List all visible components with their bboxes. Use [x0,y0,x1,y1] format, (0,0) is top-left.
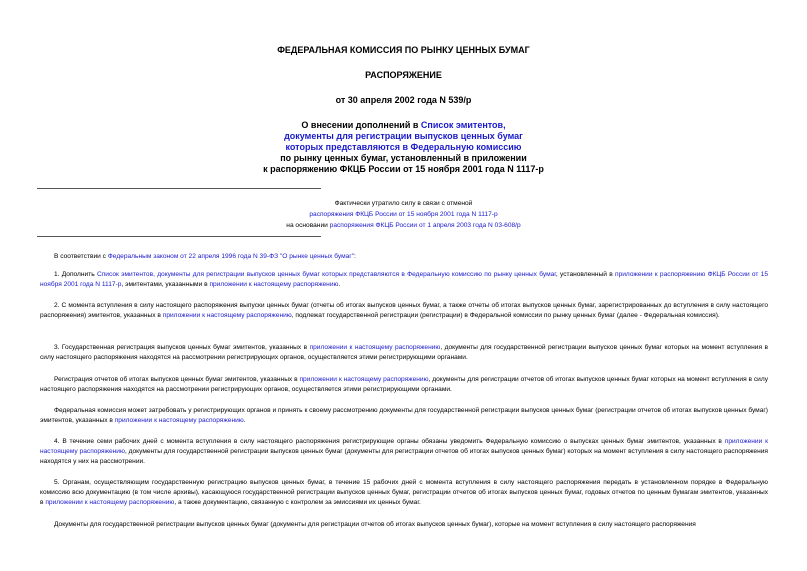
preamble [40,252,768,262]
status-line-2 [0,210,807,220]
paragraph-text: , эмитентами, указанными в [121,281,210,288]
subject-text-line-5: к распоряжению ФКЦБ России от 15 ноября 2001 года N 1117-р [263,164,544,174]
paragraph-text: , а также документацию, связанную с контролем за эмиссиями их ценных бумаг. [174,499,421,506]
paragraph-text: Регистрация отчетов об итогах выпусков ценных бумаг эмитентов, указанных в [54,376,300,383]
org-title: ФЕДЕРАЛЬНАЯ КОМИССИЯ ПО РЫНКУ ЦЕННЫХ БУМАГ [277,45,530,55]
paragraph-text: Документы для государственной регистрации выпусков ценных бумаг (документы для регистрации отчетов об итогах выпусков ценных бумаг), которые на момент вступления в силу настоящего распоряжения [54,521,696,528]
paragraph-8 [40,520,768,530]
status-line-1: Фактически утратило силу в связи с отменой [334,200,473,207]
appendix-link[interactable]: приложении к настоящему распоряжению [299,376,429,383]
appendix-link[interactable]: приложении к настоящему распоряжению [162,312,292,319]
subject-link-line-2[interactable]: документы для регистрации выпусков ценных бумаг [284,131,523,141]
paragraph-5 [40,406,768,426]
subject-link-line-3[interactable]: которых представляются в Федеральную комиссию [285,142,522,152]
appendix-link[interactable]: приложении к настоящему распоряжению [45,499,175,506]
subject-list-link[interactable]: Список эмитентов, [420,120,506,130]
paragraph-1 [40,270,768,290]
paragraph-text: Федеральная комиссия может затребовать у регистрирующих органов и принять к своему рассмотрению документы для государственной регистрации выпусков ценных бумаг (регистрации отчетов об итогах выпусков ценных бумаг) эмитентов, указанных в [40,407,768,424]
subject-text: О внесении дополнений в [301,120,421,130]
paragraph-text: 3. Государственная регистрация выпусков ценных бумаг эмитентов, указанных в [54,344,310,351]
paragraph-4 [40,375,768,395]
subject-line-4 [0,153,807,164]
issuer-list-link[interactable]: Список эмитентов, документы для регистрации выпусков ценных бумаг которых представляются в Федеральную комиссию по рынку ценных бумаг [96,271,556,278]
preamble-text: В соответствии с [54,253,108,260]
subject-line-5 [0,164,807,175]
status-link-basis[interactable]: распоряжения ФКЦБ России от 1 апреля 2003 года N 03-608/р [329,222,521,229]
subject-line-1 [0,120,807,131]
doc-date-number: от 30 апреля 2002 года N 539/р [335,95,472,105]
paragraph-2 [40,301,768,321]
appendix-link[interactable]: приложении к настоящему распоряжению [209,281,339,288]
subject-line-2[interactable] [0,131,807,142]
law-link[interactable]: Федеральным законом от 22 апреля 1996 года N 39-ФЗ "О рынке ценных бумаг" [107,253,355,260]
paragraph-text: . [243,417,246,424]
paragraph-text: , установленный в [555,271,616,278]
paragraph-6 [40,437,768,467]
paragraph-text: , документы для государственной регистрации выпусков ценных бумаг (документы для регистрации отчетов об итогах выпусков ценных бумаг) которых на момент вступления в силу настоящего распоряжения находятся у них на рассмотрении. [40,448,768,465]
status-link-repealed[interactable]: распоряжения ФКЦБ России от 15 ноября 2001 года N 1117-р [309,211,498,218]
divider-top [37,188,321,189]
preamble-colon: : [354,253,356,260]
paragraph-text: 5. Органам, осуществляющим государственную регистрацию выпусков ценных бумаг, в течение 15 рабочих дней с момента вступления в силу настоящего распоряжения передать в установленном порядке в Федеральную комиссию всю документацию (в том числе архивы), касающуюся государственной регистрации выпусков ценных бумаг, регистрации отчетов об итогах выпусков ценных бумаг, годовых отчетов по ценным бумагам эмитентов, указанных в [40,479,768,506]
order-1117-appendix-link[interactable]: приложении к распоряжению ФКЦБ России от 15 ноября 2001 года N 1117-р [40,271,769,288]
paragraph-text: , документы для государственной регистрации выпусков ценных бумаг которых на момент вступления в силу настоящего распоряжения находятся на рассмотрении регистрирующих органов, осуществляется этими регистрирующими органами. [40,344,768,361]
appendix-link[interactable]: приложении к настоящему распоряжению [40,438,768,455]
subject-text-line-4: по рынку ценных бумаг, установленный в приложении [280,153,527,163]
appendix-link[interactable]: приложении к настоящему распоряжению [309,344,441,351]
status-basis-text: на основании [286,222,330,229]
paragraph-text: , документы для регистрации отчетов об итогах выпусков ценных бумаг которых на момент вступления в силу настоящего распоряжения находятся на рассмотрении регистрирующих органов, осуществляется этими регистрирующими органами. [40,376,768,393]
divider-bottom [37,236,321,237]
paragraph-text: 4. В течение семи рабочих дней с момента вступления в силу настоящего распоряжения регистрирующие органы обязаны уведомить Федеральную комиссию о выпусках ценных бумаг эмитентов, указанных в [54,438,725,445]
paragraph-text: 1. Дополнить [54,271,97,278]
appendix-link[interactable]: приложении к настоящему распоряжению [114,417,244,424]
paragraph-text: 2. С момента вступления в силу настоящего распоряжения выпуски ценных бумаг (отчеты об итогах выпусков ценных бумаг, а также отчеты об итогах выпусков ценных бумаг, зарегистрированных до вступления в силу настоящего распоряжения) эмитентов, указанных в [40,302,768,319]
subject-line-3[interactable] [0,142,807,153]
status-line-3 [0,221,807,231]
paragraph-3 [40,343,768,363]
paragraph-7 [40,478,768,508]
paragraph-text: , подлежат государственной регистрации (регистрации) в Федеральной комиссии по рынку ценных бумаг (далее - Федеральная комиссия). [291,312,720,319]
paragraph-text: . [338,281,341,288]
doc-type: РАСПОРЯЖЕНИЕ [365,70,442,80]
